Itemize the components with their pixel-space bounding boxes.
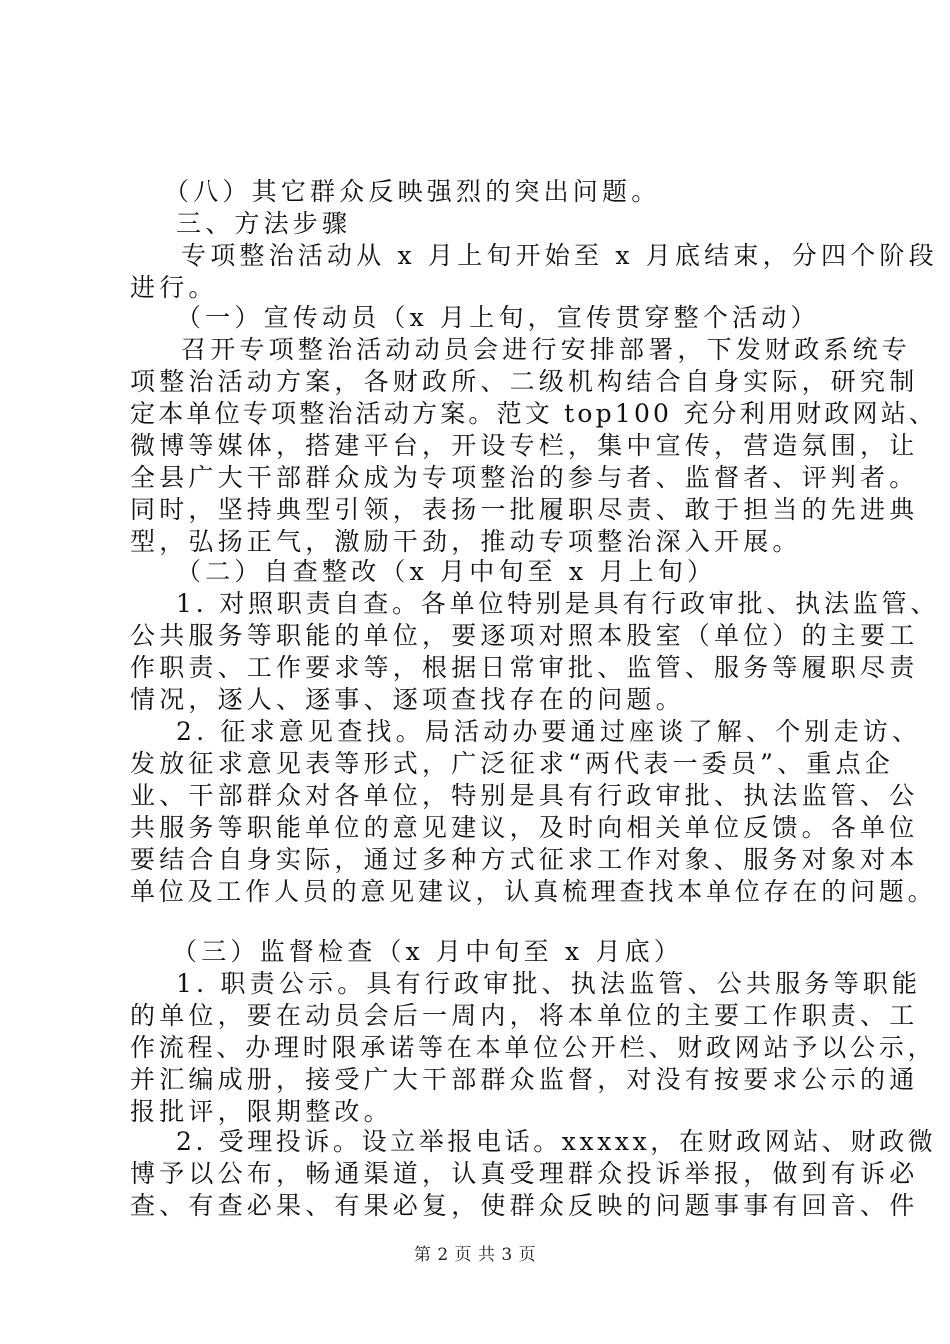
subsection-heading: （三）监督检查（x 月中旬至 x 月底） <box>172 937 684 966</box>
text-line: 共服务等职能单位的意见建议，及时向相关单位反馈。各单位 <box>130 813 919 842</box>
text-line: 报批评，限期整改。 <box>130 1097 393 1126</box>
text-line: 公共服务等职能的单位，要逐项对照本股室（单位）的主要工 <box>130 621 919 650</box>
text-line: 进行。 <box>130 273 218 302</box>
text-line: （八）其它群众反映强烈的突出问题。 <box>164 177 661 206</box>
text-line: 项整治活动方案，各财政所、二级机构结合自身实际，研究制 <box>130 367 919 396</box>
text-line: 微博等媒体，搭建平台，开设专栏，集中宣传，营造氛围，让 <box>130 431 919 460</box>
page-number-footer: 第 2 页 共 3 页 <box>413 1245 537 1265</box>
subsection-heading: （一）宣传动员（x 月上旬，宣传贯穿整个活动） <box>176 303 820 332</box>
section-heading: 三、方法步骤 <box>176 209 352 238</box>
text-line: 同时，坚持典型引领，表扬一批履职尽责、敢于担当的先进典 <box>130 495 919 524</box>
subsection-heading: （二）自查整改（x 月中旬至 x 月上旬） <box>176 557 717 586</box>
text-line: 单位及工作人员的意见建议，认真梳理查找本单位存在的问题。 <box>130 877 937 906</box>
text-line: 2. 征求意见查找。局活动办要通过座谈了解、个别走访、 <box>176 717 922 746</box>
text-line: 发放征求意见表等形式，广泛征求“两代表一委员”、重点企 <box>130 749 894 778</box>
text-line: 召开专项整治活动动员会进行安排部署，下发财政系统专 <box>181 335 912 364</box>
text-line: 1. 对照职责自查。各单位特别是具有行政审批、执法监管、 <box>176 589 940 618</box>
text-line: 博予以公布，畅通渠道，认真受理群众投诉举报，做到有诉必 <box>130 1159 919 1188</box>
text-line: 业、干部群众对各单位，特别是具有行政审批、执法监管、公 <box>130 781 919 810</box>
text-line: 1. 职责公示。具有行政审批、执法监管、公共服务等职能 <box>176 969 922 998</box>
text-line: 专项整治活动从 x 月上旬开始至 x 月底结束，分四个阶段 <box>181 241 938 270</box>
text-line: 作流程、办理时限承诺等在本单位公开栏、财政网站予以公示， <box>130 1033 937 1062</box>
text-line: 全县广大干部群众成为专项整治的参与者、监督者、评判者。 <box>130 463 919 492</box>
text-line: 并汇编成册，接受广大干部群众监督，对没有按要求公示的通 <box>130 1065 919 1094</box>
text-line: 要结合自身实际，通过多种方式征求工作对象、服务对象对本 <box>130 845 919 874</box>
text-line: 型，弘扬正气，激励干劲，推动专项整治深入开展。 <box>130 527 802 556</box>
text-line: 定本单位专项整治活动方案。范文 top100 充分利用财政网站、 <box>130 399 938 428</box>
text-line: 2. 受理投诉。设立举报电话。xxxxx，在财政网站、财政微 <box>176 1127 937 1156</box>
text-line: 查、有查必果、有果必复，使群众反映的问题事事有回音、件 <box>130 1191 919 1220</box>
text-line: 的单位，要在动员会后一周内，将本单位的主要工作职责、工 <box>130 1001 919 1030</box>
text-line: 情况，逐人、逐事、逐项查找存在的问题。 <box>130 685 685 714</box>
text-line: 作职责、工作要求等，根据日常审批、监管、服务等履职尽责 <box>130 653 919 682</box>
